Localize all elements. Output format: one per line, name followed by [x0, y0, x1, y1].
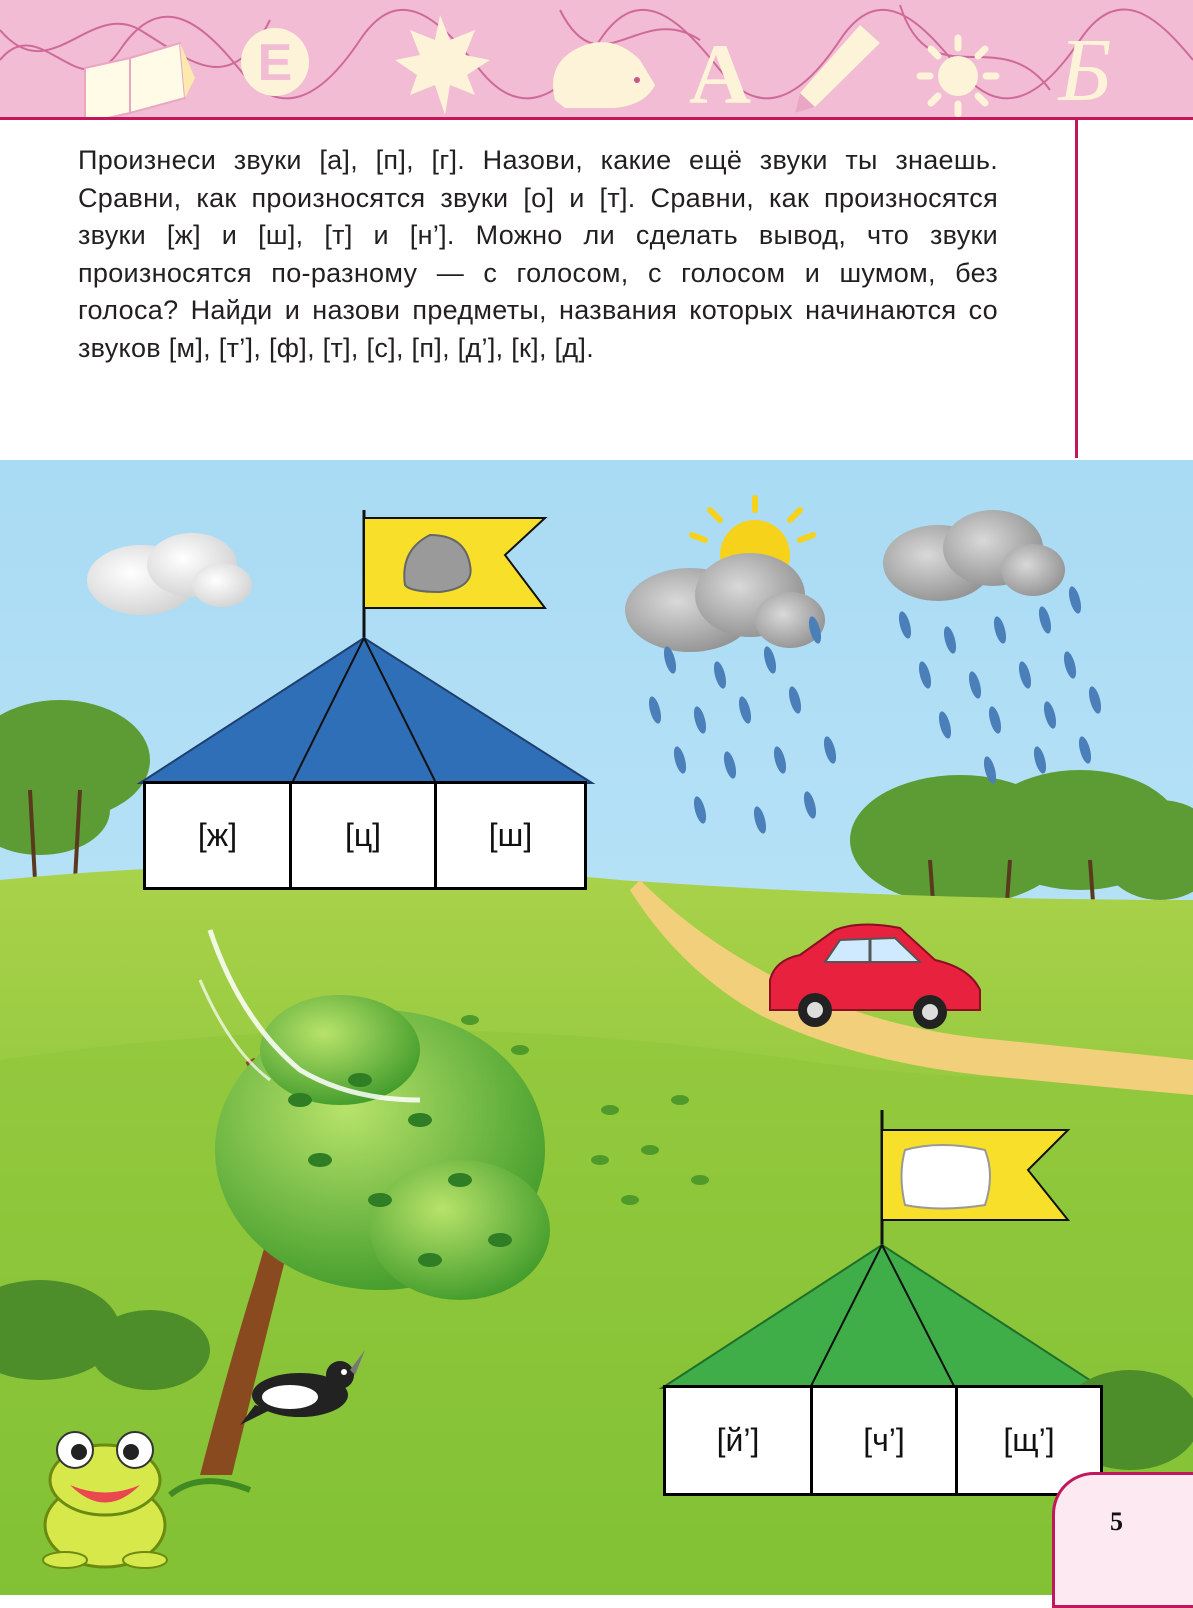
- illustration-scene: [0, 460, 1193, 1595]
- page-number: 5: [1110, 1507, 1123, 1536]
- green-house-cell-2: [ч’]: [813, 1388, 958, 1493]
- svg-text:Б: Б: [1058, 21, 1112, 117]
- letter-a-icon: [689, 26, 751, 117]
- blue-house-cell-1: [ж]: [146, 784, 292, 887]
- book-icon: [85, 43, 195, 117]
- page-number-tab: [1052, 1472, 1193, 1608]
- letter-e-icon: [241, 28, 309, 96]
- green-house-cells: [663, 1385, 1103, 1496]
- blue-house-cell-3: [ш]: [488, 817, 533, 853]
- pencil-icon: [795, 25, 880, 113]
- green-house-cell-3: [щ’]: [1003, 1422, 1055, 1458]
- green-house-cell-1: [й’]: [666, 1388, 813, 1493]
- maple-leaf-icon: [395, 15, 490, 115]
- instruction-box: [0, 120, 1078, 458]
- blue-house-cells: [143, 781, 587, 890]
- sun-icon: [920, 38, 996, 114]
- letter-b-icon: [1056, 21, 1111, 117]
- svg-text:Е: Е: [257, 34, 293, 92]
- svg-text:А: А: [688, 26, 752, 117]
- pillow-icon: [902, 1145, 991, 1209]
- blue-house-cell-2: [ц]: [292, 784, 437, 887]
- instruction-text: Произнеси звуки [а], [п], [г]. Назови, какие ещё звуки ты знаешь. Сравни, как произносятся звуки [о] и [т]. Сравни, как произносятся звуки [ж] и [ш], [т] и [н’]. Можно ли сделать вывод, что звуки произносятся по-разному — с голосом, с голосом и шумом, без голоса? Найди и назови предметы, названия которых начинаются со звуков [м], [т’], [ф], [т], [с], [п], [д’], [к], [д].: [78, 145, 998, 363]
- frog-icon: [43, 1432, 167, 1568]
- hedgehog-icon: [553, 42, 655, 108]
- header-band: [0, 0, 1193, 120]
